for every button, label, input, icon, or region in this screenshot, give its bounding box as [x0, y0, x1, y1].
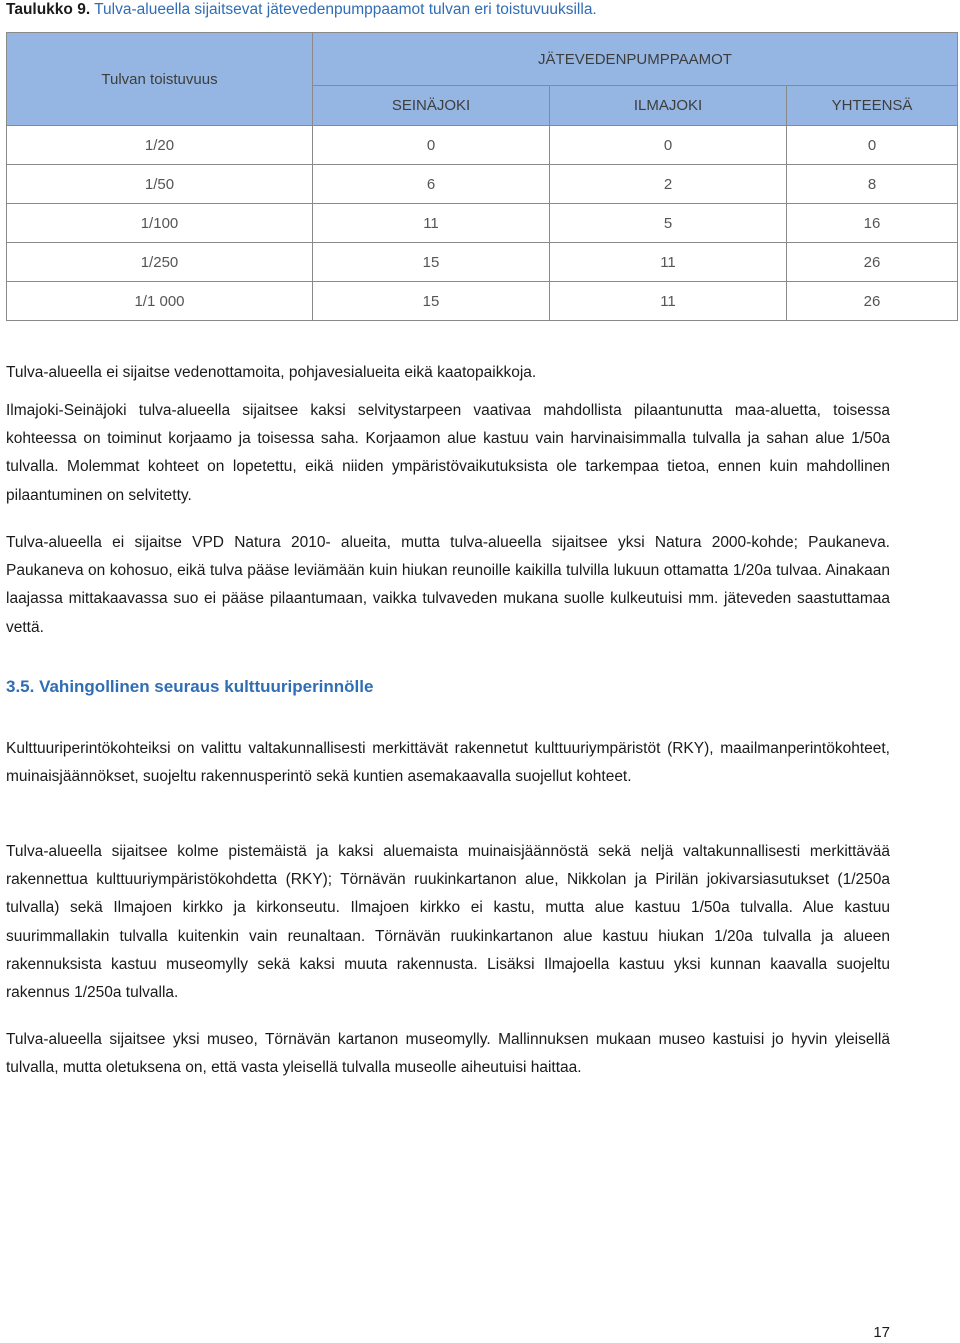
table-cell: 26 — [787, 282, 958, 321]
paragraph-cultural-sites: Tulva-alueella sijaitsee kolme pistemäistä ja kaksi aluemaista muinaisjäännöstä sekä neljä valtakunnallisesti merkittävää rakennettua kulttuuriympäristökohdetta (RKY); Törnävän ruukinkartanon alue, Nikkolan ja Pirilän jokivarsiasutukset (1/250a tulvalla) sekä Ilmajoen kirkko ja kirkonseutu. Ilmajoen kirkko ei kastu, mutta alue kastuu 1/50a tulvalla. Alue kastuu suurimmallakin tulvalla kuitenkin vain reunaltaan. Törnävän ruukinkartanon alue kastuu hiukan 1/20a tulvalla ja alueen rakennuksista kastuu museomylly sekä kaksi muuta rakennusta. Lisäksi Ilmajoella kastuu yksi kunnan kaavalla suojeltu rakennus 1/250a tulvalla. — [6, 843, 890, 1002]
table-cell: 16 — [787, 204, 958, 243]
paragraph-cultural-heritage-definition: Kulttuuriperintökohteiksi on valittu valtakunnallisesti merkittävät rakennetut kulttuuriympäristöt (RKY), maailmanperintökohteet, muinaisjäännökset, suojeltu rakennusperintö sekä kuntien asemakaavalla suojellut kohteet. — [6, 740, 890, 786]
table-row — [7, 243, 958, 282]
group-header-cell: JÄTEVEDENPUMPPAAMOT — [313, 33, 958, 86]
column-header-ilmajoki: ILMAJOKI — [550, 86, 787, 126]
paragraph-natura: Tulva-alueella ei sijaitse VPD Natura 2010- alueita, mutta tulva-alueella sijaitsee yksi Natura 2000-kohde; Paukaneva. Paukaneva on kohosuo, eikä tulva pääse leviämään kuin hiukan reunoille kaikilla tulvilla lukuun ottamatta 1/20a tulvaa. Ainakaan laajassa mittakaavassa suo ei pääse pilaantumaan, vaikka tulvaveden mukana suolle kulkeutuisi mm. jäteveden saastuttamaa vettä. — [6, 534, 890, 636]
caption-label: Taulukko 9. — [6, 1, 91, 18]
table-cell: 15 — [313, 243, 550, 282]
table-cell: 2 — [550, 165, 787, 204]
table-cell: 0 — [313, 126, 550, 165]
table-cell: 0 — [787, 126, 958, 165]
caption-text: Tulva-alueella sijaitsevat jätevedenpumppaamot tulvan eri toistuvuuksilla. — [94, 1, 597, 18]
table-cell: 6 — [313, 165, 550, 204]
table-cell: 15 — [313, 282, 550, 321]
return-period-cell: 1/250 — [7, 243, 313, 282]
table-row — [7, 204, 958, 243]
table-row — [7, 282, 958, 321]
table-cell: 11 — [550, 243, 787, 282]
return-period-cell: 1/100 — [7, 204, 313, 243]
paragraph-museum: Tulva-alueella sijaitsee yksi museo, Törnävän kartanon museomylly. Mallinnuksen mukaan museo kastuisi jo hyvin yleisellä tulvalla, mutta oletuksena on, että vasta yleisellä tulvalla museolle aiheutuisi haittaa. — [6, 1031, 890, 1077]
return-period-cell: 1/50 — [7, 165, 313, 204]
pumping-stations-table — [6, 32, 958, 321]
table-cell: 11 — [550, 282, 787, 321]
table-caption — [6, 0, 597, 20]
paragraph-contaminated-soil: Ilmajoki-Seinäjoki tulva-alueella sijaitsee kaksi selvitystarpeen vaativaa mahdollista pilaantunutta maa-aluetta, toisessa kohteessa on toiminut korjaamo ja toisessa saha. Korjaamon alue kastuu vain harvinaisimmalla tulvalla ja sahan alue 1/50a tulvalla. Molemmat kohteet on lopetettu, eikä niiden ympäristövaikutuksista ole tarkempaa tietoa, ennen kuin mahdollinen pilaantuminen on selvitetty. — [6, 402, 890, 504]
table-row — [7, 165, 958, 204]
row-header-cell: Tulvan toistuvuus — [7, 33, 313, 126]
table-cell: 11 — [313, 204, 550, 243]
section-heading: 3.5. Vahingollinen seuraus kulttuuriperinnölle — [6, 677, 374, 696]
column-header-yhteensa: YHTEENSÄ — [787, 86, 958, 126]
paragraph-no-water-intakes: Tulva-alueella ei sijaitse vedenottamoita, pohjavesialueita eikä kaatopaikkoja. — [6, 364, 537, 381]
page-number: 17 — [873, 1324, 890, 1341]
table-cell: 8 — [787, 165, 958, 204]
table-cell: 26 — [787, 243, 958, 282]
return-period-cell: 1/1 000 — [7, 282, 313, 321]
table-cell: 5 — [550, 204, 787, 243]
column-header-seinajoki: SEINÄJOKI — [313, 86, 550, 126]
table-cell: 0 — [550, 126, 787, 165]
table-row — [7, 126, 958, 165]
return-period-cell: 1/20 — [7, 126, 313, 165]
